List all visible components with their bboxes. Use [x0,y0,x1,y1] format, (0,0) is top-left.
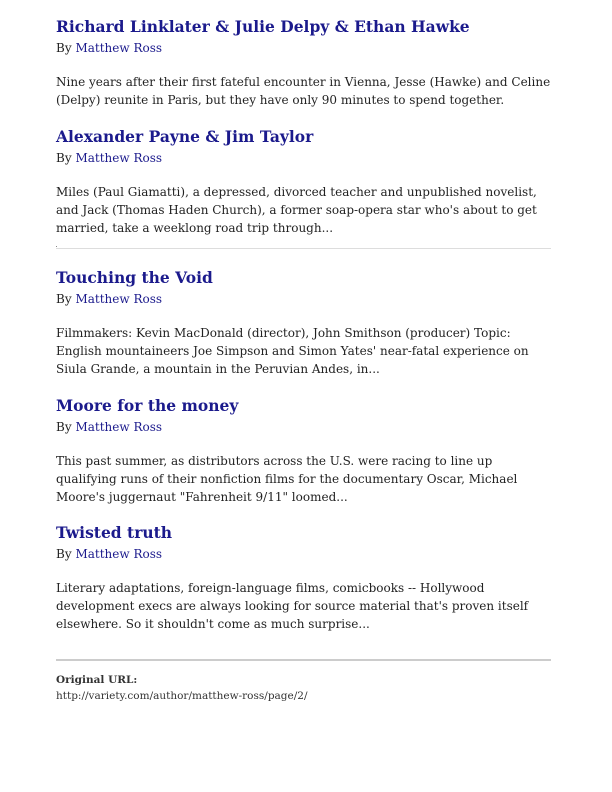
author-link[interactable]: Matthew Ross [75,420,163,434]
byline-prefix: By [56,420,72,434]
byline-prefix: By [56,292,72,306]
article-excerpt: Literary adaptations, foreign-language films, comicbooks -- Hollywood development execs are always looking for source material that's proven itself elsewhere. So it shouldn't come as much surprise... [56,581,529,631]
article-excerpt: Filmmakers: Kevin MacDonald (director), John Smithson (producer) Topic: English mountaineers Joe Simpson and Simon Yates' near-fatal experience on Siula Grande, a mountain in the Peruvian Andes, in... [56,326,529,376]
article-title[interactable]: Twisted truth [56,523,173,542]
section-divider [56,248,551,249]
article-3 [56,268,551,378]
author-link[interactable]: Matthew Ross [75,151,163,165]
article-2 [56,127,551,237]
author-link[interactable]: Matthew Ross [75,292,163,306]
article-title[interactable]: Richard Linklater & Julie Delpy & Ethan Hawke [56,17,470,36]
byline [56,419,551,435]
footer-divider [56,659,551,661]
byline [56,40,551,56]
byline-prefix: By [56,151,72,165]
article-excerpt: Nine years after their first fateful encounter in Vienna, Jesse (Hawke) and Celine (Delpy) reunite in Paris, but they have only 90 minutes to spend together. [56,75,551,107]
byline-prefix: By [56,547,72,561]
article-4 [56,396,551,506]
author-link[interactable]: Matthew Ross [75,41,163,55]
author-link[interactable]: Matthew Ross [75,547,163,561]
byline [56,150,551,166]
byline [56,546,551,562]
byline [56,291,551,307]
byline-prefix: By [56,41,72,55]
divider-dot [56,246,57,247]
original-url-link[interactable]: http://variety.com/author/matthew-ross/page/2/ [56,690,308,702]
article-title[interactable]: Moore for the money [56,396,239,415]
article-title[interactable]: Touching the Void [56,268,213,287]
original-url-label: Original URL: [56,674,138,686]
article-1 [56,17,551,109]
article-excerpt: This past summer, as distributors across the U.S. were racing to line up qualifying runs of their nonfiction films for the documentary Oscar, Michael Moore's juggernaut "Fahrenheit 9/11" loomed... [56,454,518,504]
original-url-block [56,672,551,704]
article-title[interactable]: Alexander Payne & Jim Taylor [56,127,314,146]
article-5 [56,523,551,633]
article-excerpt: Miles (Paul Giamatti), a depressed, divorced teacher and unpublished novelist, and Jack (Thomas Haden Church), a former soap-opera star who's about to get married, take a weeklong road trip through... [56,185,537,235]
